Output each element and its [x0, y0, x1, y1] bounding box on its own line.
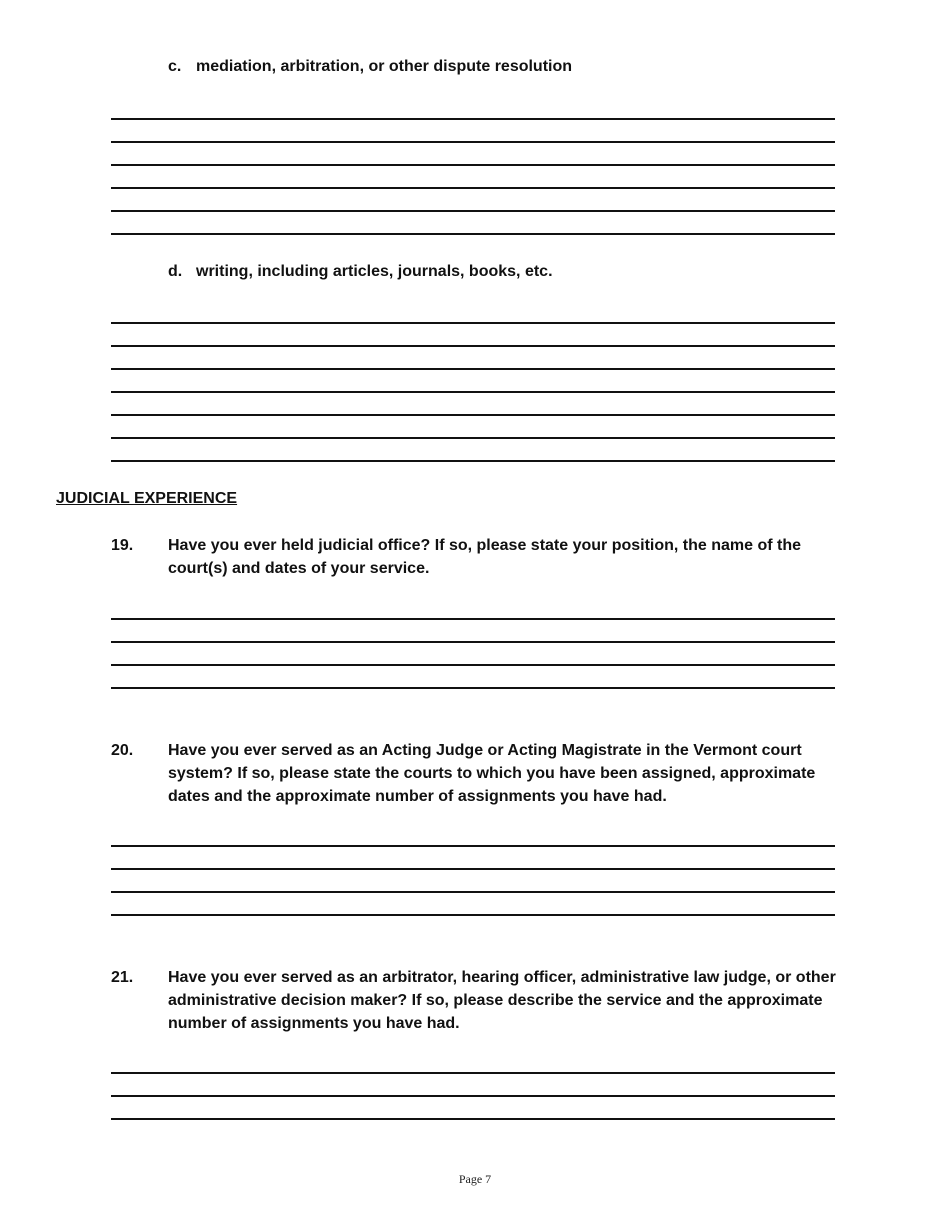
answer-line[interactable] [111, 437, 835, 439]
answer-line[interactable] [111, 322, 835, 324]
question-20-number: 20. [111, 742, 134, 759]
answer-line[interactable] [111, 187, 835, 189]
answer-line[interactable] [111, 1072, 835, 1074]
question-19-number: 19. [111, 537, 134, 554]
subitem-d-text: writing, including articles, journals, books, etc. [196, 263, 553, 280]
subitem-d-label: d. [168, 263, 183, 280]
answer-line[interactable] [111, 868, 835, 870]
answer-line[interactable] [111, 1095, 835, 1097]
answer-line[interactable] [111, 414, 835, 416]
question-20-text: Have you ever served as an Acting Judge or Acting Magistrate in the Vermont court system? If so, please state the courts to which you have been assigned, approximate dates and the approximate number of assignments you have had. [168, 742, 816, 805]
answer-line[interactable] [111, 1118, 835, 1120]
answer-line[interactable] [111, 118, 835, 120]
answer-line[interactable] [111, 368, 835, 370]
subitem-c-label: c. [168, 58, 182, 75]
page-number: Page 7 [458, 1172, 492, 1186]
answer-line[interactable] [111, 664, 835, 666]
answer-line[interactable] [111, 345, 835, 347]
question-21-number: 21. [111, 969, 134, 986]
answer-line[interactable] [111, 460, 835, 462]
question-19-text: Have you ever held judicial office? If so, please state your position, the name of the court(s) and dates of your service. [168, 537, 802, 577]
answer-line[interactable] [111, 233, 835, 235]
subitem-d [168, 262, 553, 282]
answer-line[interactable] [111, 687, 835, 689]
answer-line[interactable] [111, 914, 835, 916]
question-21-text: Have you ever served as an arbitrator, hearing officer, administrative law judge, or other administrative decision maker? If so, please describe the service and the approximate number of assignments you have had. [168, 969, 836, 1032]
answer-line[interactable] [111, 141, 835, 143]
section-heading: JUDICIAL EXPERIENCE [56, 490, 238, 507]
answer-line[interactable] [111, 618, 835, 620]
answer-line[interactable] [111, 210, 835, 212]
answer-line[interactable] [111, 845, 835, 847]
answer-line[interactable] [111, 891, 835, 893]
answer-line[interactable] [111, 391, 835, 393]
subitem-c [168, 57, 572, 77]
answer-line[interactable] [111, 641, 835, 643]
answer-line[interactable] [111, 164, 835, 166]
subitem-c-text: mediation, arbitration, or other dispute resolution [196, 58, 573, 75]
